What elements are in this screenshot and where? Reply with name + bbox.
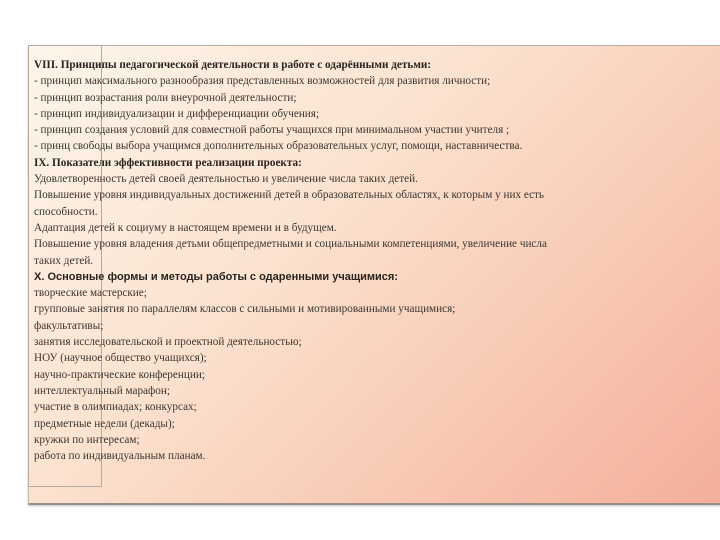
list-item: кружки по интересам; [34, 433, 140, 446]
list-item: Адаптация детей к социуму в настоящем времени и в будущем. [34, 221, 337, 234]
section-ix-heading: IX. Показатели эффективности реализации проекта: [34, 156, 302, 169]
list-item: занятия исследовательской и проектной деятельностью; [34, 336, 302, 349]
list-item: интеллектуальный марафон; [34, 384, 170, 397]
section-viii-heading: VIII. Принципы педагогической деятельности в работе с одарёнными детьми: [34, 59, 432, 71]
list-item: - принцип индивидуализации и дифференциации обучения; [34, 107, 320, 120]
list-item: способности. [34, 205, 98, 218]
slide-text [34, 57, 714, 464]
list-item: факультативы; [34, 319, 104, 332]
list-item: научно-практические конференции; [34, 368, 205, 381]
list-item: - принцип максимального разнообразия представленных возможностей для развития личности; [34, 75, 491, 88]
list-item: Повышение уровня владения детьми общепредметными и социальными компетенциями, увеличение числа [34, 238, 547, 251]
list-item: НОУ (научное общество учащихся); [34, 352, 207, 365]
list-item: участие в олимпиадах; конкурсах; [34, 401, 197, 414]
section-x-heading: X. Основные формы и методы работы с одаренными учащимися: [34, 270, 398, 283]
list-item: - принцип возрастания роли внеурочной деятельности; [34, 91, 297, 104]
list-item: Повышение уровня индивидуальных достижений детей в образовательных областях, к которым у них есть [34, 189, 545, 202]
list-item: групповые занятия по параллелям классов с сильными и мотивированными учащимися; [34, 303, 456, 316]
list-item: таких детей. [34, 254, 94, 267]
list-item: творческие мастерские; [34, 287, 147, 300]
list-item: - принц свободы выбора учащимся дополнительных образовательных услуг, помощи, наставничества. [34, 140, 523, 153]
list-item: предметные недели (декады); [34, 417, 175, 430]
list-item: Удовлетворенность детей своей деятельностью и увеличение числа таких детей. [34, 173, 418, 186]
list-item: - принцип создания условий для совместной работы учащихся при минимальном участии учителя ; [34, 124, 510, 137]
list-item: работа по индивидуальным планам. [34, 450, 206, 463]
